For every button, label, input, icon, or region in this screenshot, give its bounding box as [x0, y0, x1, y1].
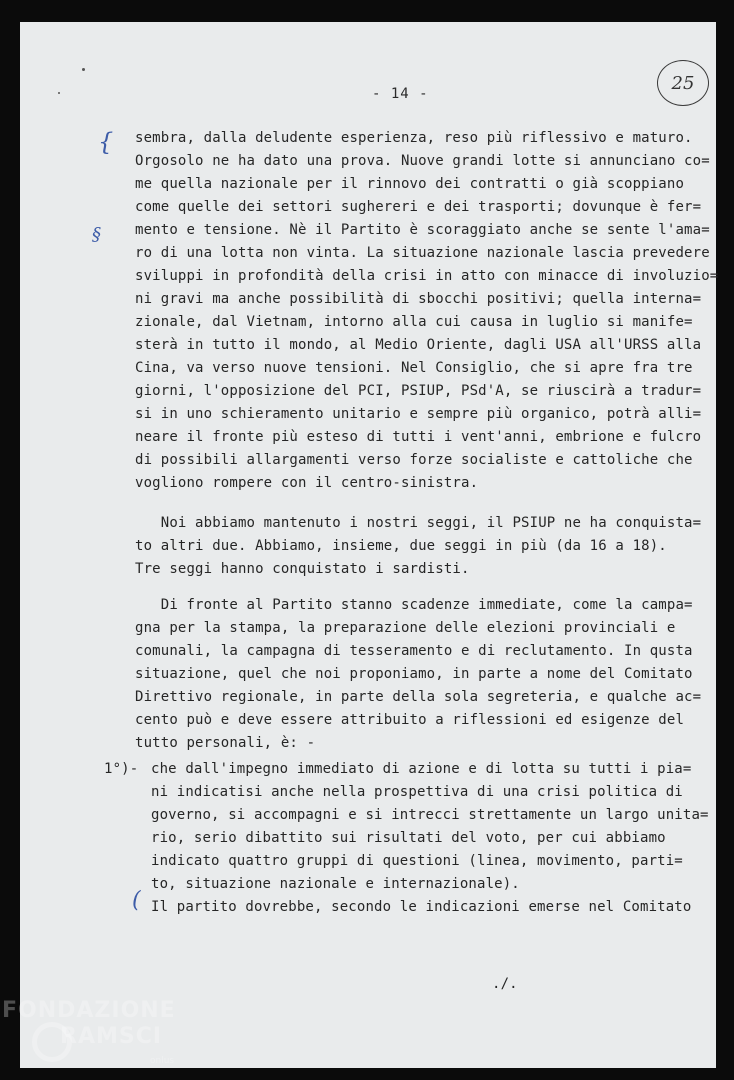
- text-line: Tre seggi hanno conquistato i sardisti.: [135, 561, 470, 577]
- speck: [58, 92, 60, 94]
- watermark-line2: RAMSCI: [60, 1024, 163, 1049]
- text-line: ro di una lotta non vinta. La situazione nazionale lascia prevedere: [135, 245, 710, 261]
- list-marker: 1°)-: [104, 761, 139, 777]
- text-line: si in uno schieramento unitario e sempre più organico, potrà alli=: [135, 406, 702, 422]
- text-line: cento può e deve essere attribuito a riflessioni ed esigenze del: [135, 712, 685, 728]
- text-line: Di fronte al Partito stanno scadenze immediate, come la campa=: [135, 597, 693, 613]
- text-line: neare il fronte più esteso di tutti i vent'anni, embrione e fulcro: [135, 429, 702, 445]
- document-page: [20, 22, 719, 1068]
- continuation-mark: ./.: [492, 976, 518, 992]
- margin-bracket-mark: {: [98, 128, 114, 156]
- text-line: sembra, dalla deludente esperienza, reso più riflessivo e maturo.: [135, 130, 693, 146]
- text-line: mento e tensione. Nè il Partito è scoraggiato anche se sente l'ama=: [135, 222, 710, 238]
- text-line: situazione, quel che noi proponiamo, in parte a nome del Comitato: [135, 666, 693, 682]
- text-line: che dall'impegno immediato di azione e di lotta su tutti i pia=: [151, 761, 692, 777]
- text-line: rio, serio dibattito sui risultati del voto, per cui abbiamo: [151, 830, 666, 846]
- text-line: Noi abbiamo mantenuto i nostri seggi, il PSIUP ne ha conquista=: [135, 515, 702, 531]
- foundation-watermark: [2, 998, 192, 1078]
- text-line: zionale, dal Vietnam, intorno alla cui causa in luglio si manife=: [135, 314, 693, 330]
- text-line: to, situazione nazionale e internazionale).: [151, 876, 520, 892]
- text-line: come quelle dei settori sughererі e dei trasporti; dovunque è fer=: [135, 199, 702, 215]
- text-line: di possibili allargamenti verso forze socialiste e cattoliche che: [135, 452, 693, 468]
- text-line: tutto personali, è: -: [135, 735, 316, 751]
- text-line: Orgosolo ne ha dato una prova. Nuove grandi lotte si annunciano co=: [135, 153, 710, 169]
- text-line: comunali, la campagna di tesseramento e di reclutamento. In qusta: [135, 643, 693, 659]
- text-line: ni indicatisi anche nella prospettiva di una crisi politica di: [151, 784, 683, 800]
- text-line: Il partito dovrebbe, secondo le indicazioni emerse nel Comitato: [151, 899, 692, 915]
- text-line: Cina, va verso nuove tensioni. Nel Consiglio, che si apre fra tre: [135, 360, 693, 376]
- margin-annotation-mark: §: [92, 224, 101, 245]
- text-line: gna per la stampa, la preparazione delle elezioni provinciali e: [135, 620, 676, 636]
- text-line: vogliono rompere con il centro-sinistra.: [135, 475, 479, 491]
- margin-paren-mark: (: [132, 888, 141, 913]
- speck: [82, 68, 85, 71]
- text-line: governo, si accompagni e si intrecci strettamente un largo unita=: [151, 807, 709, 823]
- text-line: me quella nazionale per il rinnovo dei contratti o già scoppiano: [135, 176, 685, 192]
- page-number: - 14 -: [372, 86, 429, 102]
- text-line: sterà in tutto il mondo, al Medio Oriente, dagli USA all'URSS alla: [135, 337, 702, 353]
- text-line: giorni, l'opposizione del PCI, PSIUP, PSd'A, se riuscirà a tradur=: [135, 383, 702, 399]
- archive-number: 25: [671, 72, 695, 94]
- text-line: sviluppi in profondità della crisi in atto con minacce di involuzio=: [135, 268, 719, 284]
- text-line: ni gravi ma anche possibilità di sbocchi positivi; quella interna=: [135, 291, 702, 307]
- watermark-line3: onlus: [150, 1056, 175, 1066]
- text-line: indicato quattro gruppi di questioni (linea, movimento, parti=: [151, 853, 683, 869]
- text-line: to altri due. Abbiamo, insieme, due seggi in più (da 16 a 18).: [135, 538, 667, 554]
- text-line: Direttivo regionale, in parte della sola segreteria, e qualche ac=: [135, 689, 702, 705]
- archive-number-stamp: [657, 60, 709, 106]
- watermark-line1: FONDAZIONE: [2, 998, 176, 1023]
